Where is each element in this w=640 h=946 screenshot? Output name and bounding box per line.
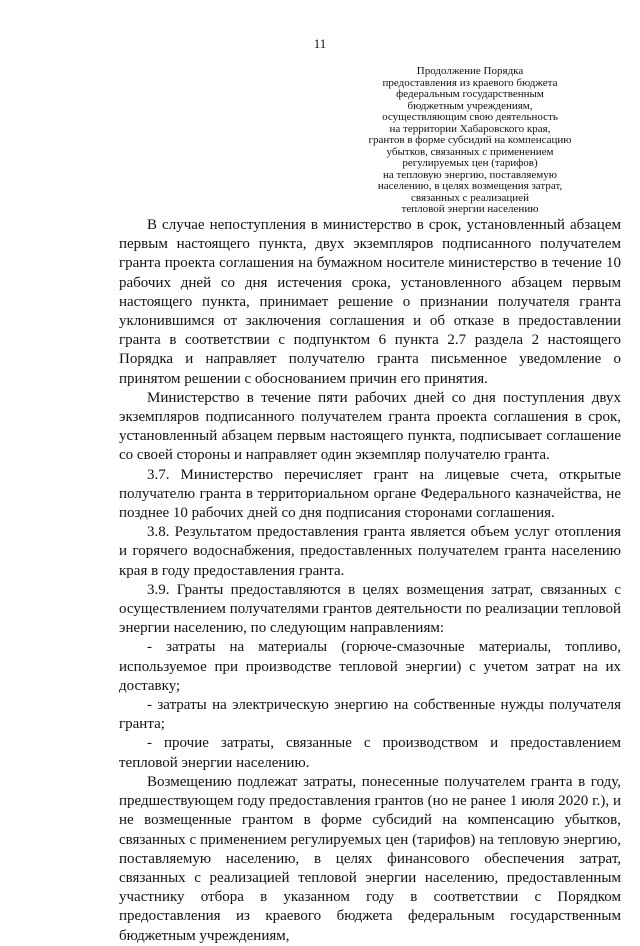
paragraph: 3.7. Министерство перечисляет грант на лицевые счета, открытые получателю гранта в территориальном органе Федерального казначейства, не позднее 10 рабочих дней со дня подписания сторонами соглашения.	[119, 466, 621, 522]
header-line: на территории Хабаровского края,	[389, 122, 551, 135]
header-line: предоставления из краевого бюджета	[382, 76, 558, 89]
header-line: бюджетным учреждениям,	[407, 99, 533, 112]
paragraph: 3.8. Результатом предоставления гранта является объем услуг отопления и горячего водоснабжения, предоставленных получателем гранта населению края в году предоставления гранта.	[119, 524, 621, 579]
body-text	[119, 216, 621, 946]
header-line: осуществляющим свою деятельность	[382, 111, 558, 123]
paragraph: 3.9. Гранты предоставляются в целях возмещения затрат, связанных с осуществлением получателями грантов деятельности по реализации тепловой энергии населению, по следующим направлениям:	[119, 581, 621, 637]
header-line: регулируемых цен (тарифов)	[402, 157, 538, 169]
header-line: на тепловую энергию, поставляемую	[382, 168, 557, 181]
paragraph: В случае непоступления в министерство в срок, установленный абзацем первым настоящего пункта, двух экземпляров подписанного получателем гранта проекта соглашения на бумажном носителе министерство в течение 10 рабочих дней со дня истечения срока, установленного абзацем первым настоящего пункта, принимает решение о признании получателя гранта уклонившимся от заключения соглашения и об отказе в предоставлении гранта в соответствии с подпунктом 6 пункта 2.7 раздела 2 настоящего Порядка и направляет получателю гранта письменное уведомление о принятом решении с обоснованием причин его принятия.	[119, 217, 621, 387]
header-line: федеральным государственным	[396, 88, 544, 100]
header-line: убытков, связанных с применением	[386, 145, 554, 158]
paragraph: Возмещению подлежат затраты, понесенные получателем гранта в году, предшествующем году предоставления грантов (но не ранее 1 июля 2020 г.), и не возмещенные грантом в форме субсидий на компенсацию убытков, связанных с применением регулируемых цен (тарифов) на тепловую энергию, поставляемую населению, в целях финансового обеспечения затрат, связанных с реализацией тепловой энергии населению, предоставленным участнику отбора в указанном году в соответствии с Порядком предоставления из краевого бюджета федеральным государственным бюджетным учреждениям,	[119, 773, 621, 944]
paragraph: Министерство в течение пяти рабочих дней со дня поступления двух экземпляров подписанного получателем гранта проекта соглашения в срок, установленный абзацем первым настоящего пункта, подписывает соглашение со своей стороны и направляет один экземпляр получателю гранта.	[119, 389, 621, 464]
header-line: связанных с реализацией	[411, 191, 529, 204]
header-line: Продолжение Порядка	[416, 65, 524, 77]
header-line: населению, в целях возмещения затрат,	[377, 180, 563, 192]
list-item: - прочие затраты, связанные с производством и предоставлением тепловой энергии населению.	[119, 735, 621, 771]
header-line: тепловой энергии населению	[401, 203, 539, 215]
list-item: - затраты на электрическую энергию на собственные нужды получателя гранта;	[119, 697, 621, 733]
page-number: 11	[313, 36, 327, 51]
header-line: грантов в форме субсидий на компенсацию	[368, 134, 572, 146]
list-item: - затраты на материалы (горюче-смазочные материалы, топливо, используемое при производстве тепловой энергии) с учетом затрат на их доставку;	[119, 639, 621, 694]
appendix-header	[350, 66, 590, 216]
